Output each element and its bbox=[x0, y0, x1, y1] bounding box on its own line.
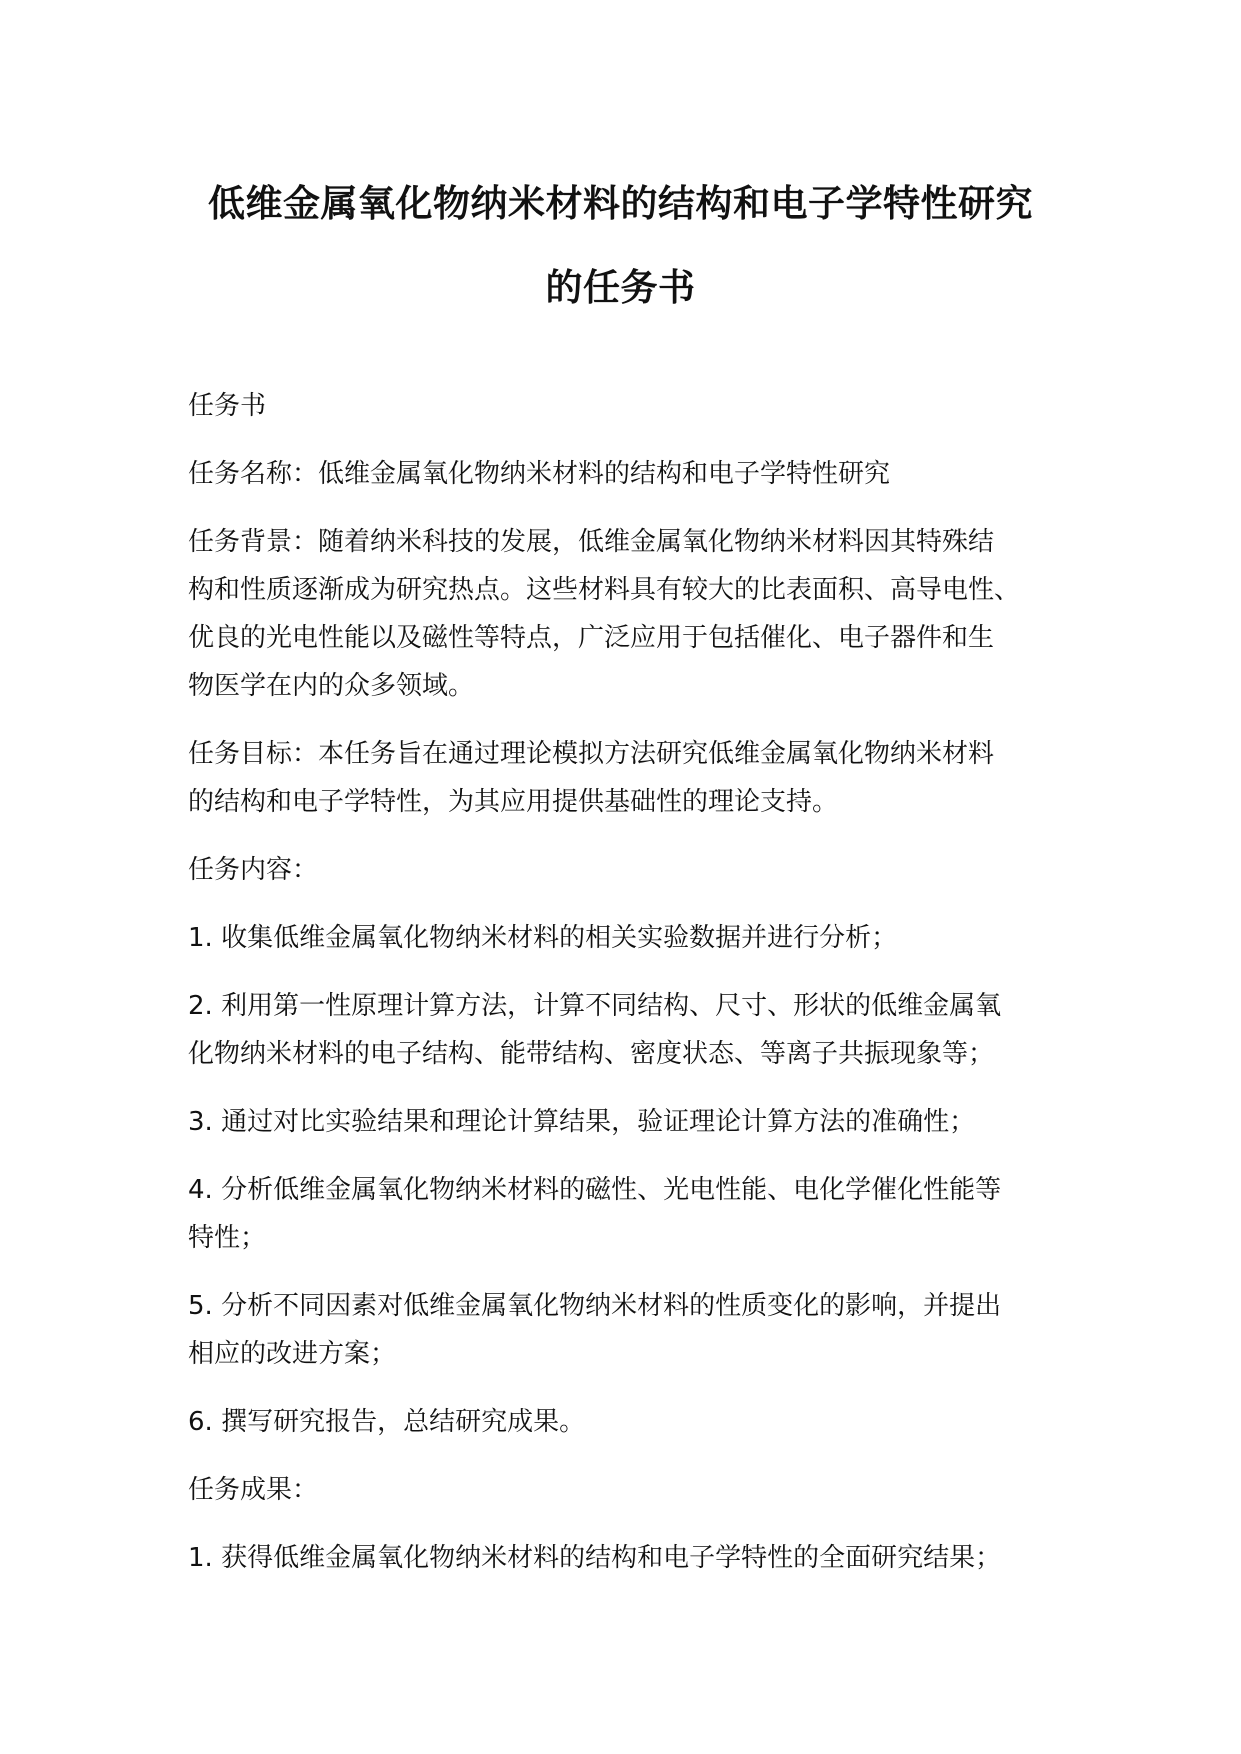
paragraph-line: 化物纳米材料的电子结构、能带结构、密度状态、等离子共振现象等； bbox=[188, 1039, 995, 1069]
paragraph-line: 任务成果： bbox=[188, 1475, 319, 1505]
paragraph-line: 5. 分析不同因素对低维金属氧化物纳米材料的性质变化的影响，并提出 bbox=[188, 1291, 1002, 1321]
paragraph-line: 任务目标：本任务旨在通过理论模拟方法研究低维金属氧化物纳米材料 bbox=[188, 739, 995, 769]
paragraph-line: 任务书 bbox=[188, 391, 267, 421]
paragraph-line: 构和性质逐渐成为研究热点。这些材料具有较大的比表面积、高导电性、 bbox=[188, 575, 1021, 605]
paragraph-line: 的结构和电子学特性，为其应用提供基础性的理论支持。 bbox=[188, 787, 839, 817]
paragraph bbox=[188, 450, 1068, 498]
paragraph bbox=[188, 914, 1068, 962]
paragraph-line: 优良的光电性能以及磁性等特点，广泛应用于包括催化、电子器件和生 bbox=[188, 623, 995, 653]
paragraph-line: 4. 分析低维金属氧化物纳米材料的磁性、光电性能、电化学催化性能等 bbox=[188, 1175, 1002, 1205]
paragraph bbox=[188, 1398, 1068, 1446]
paragraph bbox=[188, 518, 1068, 710]
paragraph-line: 1. 收集低维金属氧化物纳米材料的相关实验数据并进行分析； bbox=[188, 923, 898, 953]
paragraph bbox=[188, 846, 1068, 894]
document-body bbox=[188, 382, 1068, 1602]
paragraph-line: 任务背景：随着纳米科技的发展，低维金属氧化物纳米材料因其特殊结 bbox=[188, 527, 995, 557]
paragraph-line: 物医学在内的众多领域。 bbox=[188, 671, 475, 701]
paragraph-line: 3. 通过对比实验结果和理论计算结果，验证理论计算方法的准确性； bbox=[188, 1107, 976, 1137]
paragraph-line: 特性； bbox=[188, 1223, 267, 1253]
paragraph bbox=[188, 982, 1068, 1078]
paragraph bbox=[188, 1534, 1068, 1582]
paragraph bbox=[188, 730, 1068, 826]
paragraph bbox=[188, 1282, 1068, 1378]
paragraph bbox=[188, 1166, 1068, 1262]
paragraph bbox=[188, 1466, 1068, 1514]
paragraph-line: 任务名称：低维金属氧化物纳米材料的结构和电子学特性研究 bbox=[188, 459, 891, 489]
paragraph-line: 1. 获得低维金属氧化物纳米材料的结构和电子学特性的全面研究结果； bbox=[188, 1543, 1002, 1573]
paragraph-line: 2. 利用第一性原理计算方法，计算不同结构、尺寸、形状的低维金属氧 bbox=[188, 991, 1002, 1021]
paragraph-line: 相应的改进方案； bbox=[188, 1339, 397, 1369]
document-title-line-1: 低维金属氧化物纳米材料的结构和电子学特性研究 bbox=[208, 182, 1033, 225]
paragraph bbox=[188, 382, 1068, 430]
document-title-line-2: 的任务书 bbox=[545, 266, 696, 309]
paragraph bbox=[188, 1098, 1068, 1146]
paragraph-line: 任务内容： bbox=[188, 855, 319, 885]
paragraph-line: 6. 撰写研究报告，总结研究成果。 bbox=[188, 1407, 586, 1437]
